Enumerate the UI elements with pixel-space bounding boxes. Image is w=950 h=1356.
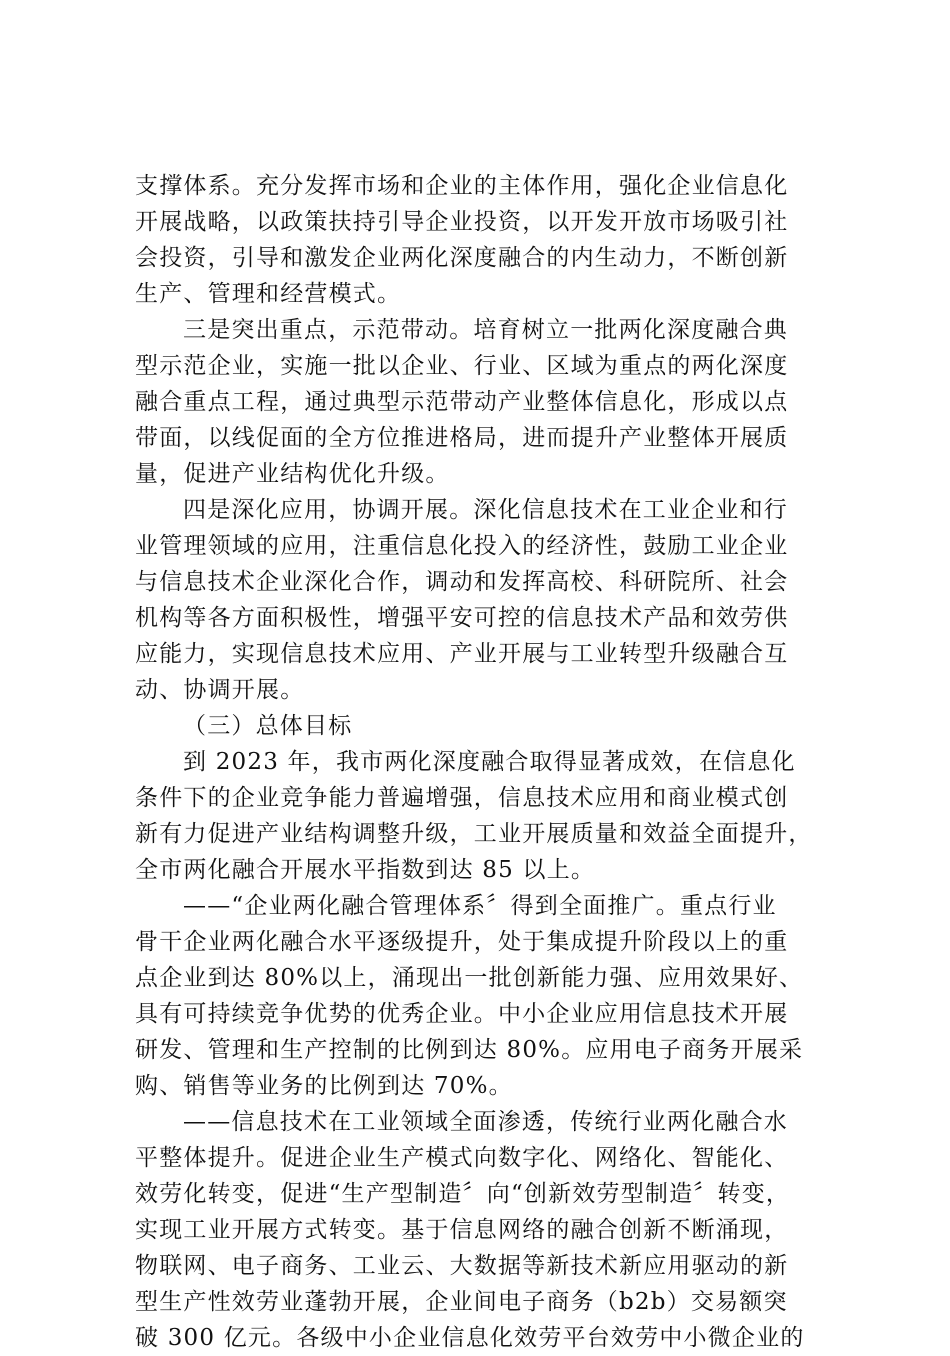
text-line: 量，促进产业结构优化升级。 — [135, 461, 450, 487]
text-line: 型示范企业，实施一批以企业、行业、区域为重点的两化深度 — [135, 353, 789, 379]
text-line: 带面，以线促面的全方位推进格局，进而提升产业整体开展质 — [135, 425, 789, 451]
text-line: 点企业到达 80%以上，涌现出一批创新能力强、应用效果好、 — [135, 965, 804, 991]
text-line: 生产、管理和经营模式。 — [135, 281, 402, 307]
text-line: 与信息技术企业深化合作，调动和发挥高校、科研院所、社会 — [135, 569, 789, 595]
text-line: （三）总体目标 — [183, 713, 353, 739]
text-line: 三是突出重点，示范带动。培育树立一批两化深度融合典 — [183, 317, 788, 343]
text-line: 融合重点工程，通过典型示范带动产业整体信息化，形成以点 — [135, 389, 789, 415]
text-line: 效劳化转变，促进“生产型制造〞向“创新效劳型制造〞转变， — [135, 1181, 791, 1207]
text-line: 具有可持续竞争优势的优秀企业。中小企业应用信息技术开展 — [135, 1001, 789, 1027]
text-line: 购、销售等业务的比例到达 70%。 — [135, 1073, 513, 1099]
text-line: 四是深化应用，协调开展。深化信息技术在工业企业和行 — [183, 497, 788, 523]
text-line: 到 2023 年，我市两化深度融合取得显著成效，在信息化 — [183, 749, 796, 775]
text-line: 全市两化融合开展水平指数到达 85 以上。 — [135, 857, 596, 883]
document-body — [135, 168, 825, 1356]
text-line: ——信息技术在工业领域全面渗透，传统行业两化融合水 — [183, 1109, 788, 1135]
text-line: 支撑体系。充分发挥市场和企业的主体作用，强化企业信息化 — [135, 173, 789, 199]
text-line: 动、协调开展。 — [135, 677, 305, 703]
text-line: 业管理领域的应用，注重信息化投入的经济性，鼓励工业企业 — [135, 533, 789, 559]
text-line: 骨干企业两化融合水平逐级提升，处于集成提升阶段以上的重 — [135, 929, 789, 955]
text-line: 平整体提升。促进企业生产模式向数字化、网络化、智能化、 — [135, 1145, 789, 1171]
text-line: 实现工业开展方式转变。基于信息网络的融合创新不断涌现， — [135, 1217, 789, 1243]
text-line: 开展战略，以政策扶持引导企业投资，以开发开放市场吸引社 — [135, 209, 789, 235]
text-line: 新有力促进产业结构调整升级，工业开展质量和效益全面提升， — [135, 821, 813, 847]
text-line: 条件下的企业竞争能力普遍增强，信息技术应用和商业模式创 — [135, 785, 789, 811]
text-line: 机构等各方面积极性，增强平安可控的信息技术产品和效劳供 — [135, 605, 789, 631]
text-line: 型生产性效劳业蓬勃开展，企业间电子商务（b2b）交易额突 — [135, 1289, 788, 1315]
text-line: 物联网、电子商务、工业云、大数据等新技术新应用驱动的新 — [135, 1253, 789, 1279]
text-line: 破 300 亿元。各级中小企业信息化效劳平台效劳中小微企业的 — [135, 1325, 805, 1351]
text-line: 应能力，实现信息技术应用、产业开展与工业转型升级融合互 — [135, 641, 789, 667]
text-line: ——“企业两化融合管理体系〞得到全面推广。重点行业 — [183, 893, 777, 919]
text-line: 会投资，引导和激发企业两化深度融合的内生动力，不断创新 — [135, 245, 789, 271]
text-line: 研发、管理和生产控制的比例到达 80%。应用电子商务开展采 — [135, 1037, 804, 1063]
